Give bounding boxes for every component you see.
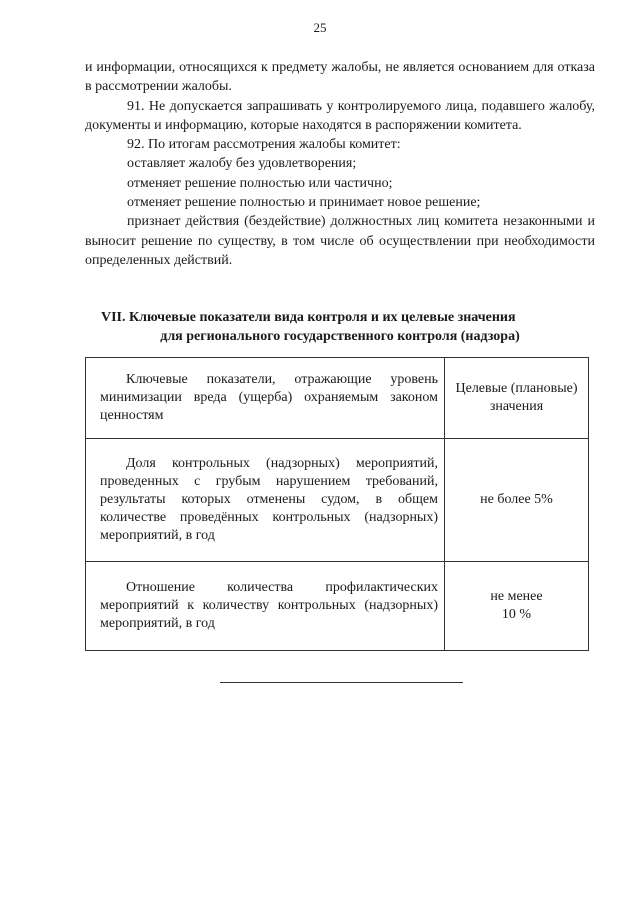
end-rule-divider [220, 682, 463, 683]
target-cell [445, 562, 589, 651]
target-text-line1: не менее [490, 589, 543, 604]
section-heading-line2: для регионального государственного контроля (надзора) [160, 329, 520, 345]
table-header-row [86, 358, 589, 439]
header-indicator-text: Ключевые показатели, отражающие уровень минимизации вреда (ущерба) охраняемым законом ценностям [100, 372, 438, 423]
list-item-declare-unlawful: признает действия (бездействие) должностных лиц комитета незаконными и выносит решение по существу, в том числе об осуществлении при необходимости определенных действий. [85, 214, 595, 268]
target-cell [445, 439, 589, 562]
list-item-cancel-partially: отменяет решение полностью или частично; [127, 175, 393, 191]
table-row [86, 439, 589, 562]
header-target-cell [445, 358, 589, 439]
indicator-text: Доля контрольных (надзорных) мероприятий, проведенных с грубым нарушением требований, результаты которых отменены судом, в общем количестве проведённых контрольных (надзорных) мероприятий, в год [100, 456, 438, 543]
section-heading-line1: VII. Ключевые показатели вида контроля и их целевые значения [101, 310, 516, 325]
paragraph-continuation: и информации, относящихся к предмету жалобы, не является основанием для отказа в рассмотрении жалобы. [85, 60, 595, 95]
section-heading [85, 308, 595, 347]
body-text [85, 58, 595, 270]
header-indicator-cell [86, 358, 445, 439]
indicator-cell [86, 439, 445, 562]
paragraph-92: 92. По итогам рассмотрения жалобы комитет: [127, 137, 401, 153]
target-text: не более 5% [480, 492, 553, 507]
paragraph-91: 91. Не допускается запрашивать у контролируемого лица, подавшего жалобу, документы и информацию, которые находятся в распоряжении комитета. [85, 98, 595, 133]
header-target-text: Целевые (плановые) значения [455, 381, 578, 414]
list-item-cancel-new-decision: отменяет решение полностью и принимает новое решение; [127, 195, 481, 211]
indicator-text: Отношение количества профилактических мероприятий к количеству контрольных (надзорных) мероприятий, в год [100, 580, 438, 631]
target-text-line2: 10 % [501, 607, 532, 622]
list-item-leave-unsatisfied: оставляет жалобу без удовлетворения; [127, 156, 357, 172]
table-row [86, 562, 589, 651]
page-number: 25 [313, 20, 327, 35]
kpi-table [85, 357, 589, 651]
indicator-cell [86, 562, 445, 651]
